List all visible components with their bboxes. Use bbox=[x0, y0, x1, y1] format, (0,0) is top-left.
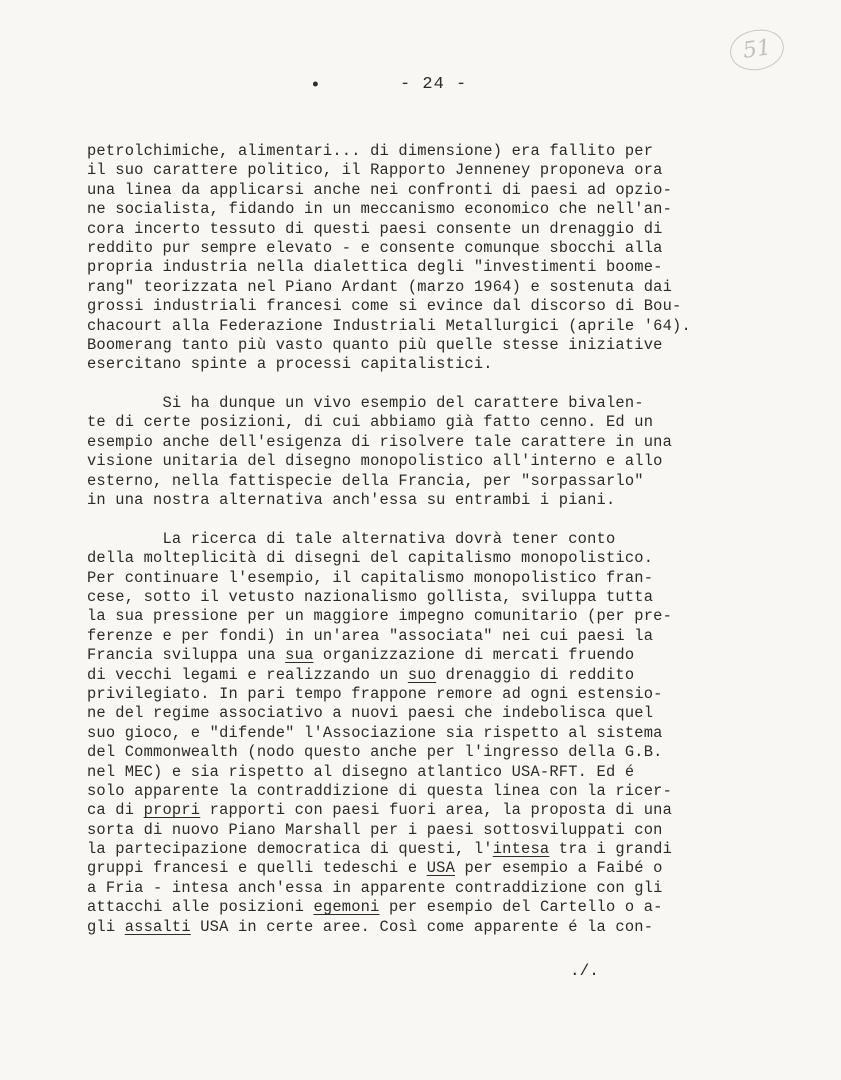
text-line: cese, sotto il vetusto nazionalismo gollista, sviluppa tutta bbox=[87, 587, 654, 606]
text-line: Francia sviluppa una sua organizzazione di mercati fruendo bbox=[87, 646, 635, 665]
text-line: gruppi francesi e quelli tedeschi e USA per esempio a Faibé o bbox=[87, 859, 663, 878]
text-line: gli assalti USA in certe aree. Così come apparente é la con- bbox=[87, 917, 654, 936]
text-line: ca di propri rapporti con paesi fuori area, la proposta di una bbox=[87, 801, 673, 820]
underlined-word: assalti bbox=[124, 917, 191, 936]
page-number: - 24 - bbox=[400, 75, 468, 94]
text-line: in una nostra alternativa anch'essa su entrambi i piani. bbox=[87, 491, 616, 510]
text-line: chacourt alla Federazione Industriali Metallurgici (aprile '64). bbox=[87, 316, 691, 335]
text-line: te di certe posizioni, di cui abbiamo già fatto cenno. Ed un bbox=[87, 413, 654, 432]
text-line: Per continuare l'esempio, il capitalismo monopolistico fran- bbox=[87, 568, 654, 587]
underlined-word: egemoni bbox=[313, 898, 380, 917]
text-line: del Commonwealth (nodo questo anche per l'ingresso della G.B. bbox=[87, 743, 663, 762]
text-line: suo gioco, e "difende" l'Associazione sia rispetto al sistema bbox=[87, 723, 663, 742]
text-line: ne socialista, fidando in un meccanismo economico che nell'an- bbox=[87, 200, 673, 219]
document-body bbox=[87, 142, 727, 937]
text-line: di vecchi legami e realizzando un suo drenaggio di reddito bbox=[87, 665, 635, 684]
text-line: esempio anche dell'esigenza di risolvere tale carattere in una bbox=[87, 432, 673, 451]
text-line: ne del regime associativo a nuovi paesi che indebolisca quel bbox=[87, 704, 654, 723]
text-line: esterno, nella fattispecie della Francia, per "sorpassarlo" bbox=[87, 471, 644, 490]
text-line: reddito pur sempre elevato - e consente comunque sbocchi alla bbox=[87, 238, 663, 257]
continuation-mark: ./. bbox=[570, 962, 599, 980]
text-line: esercitano spinte a processi capitalistici. bbox=[87, 355, 493, 374]
text-line: il suo carattere politico, il Rapporto Jenneney proponeva ora bbox=[87, 161, 663, 180]
underlined-word: intesa bbox=[492, 840, 550, 859]
text-line: Boomerang tanto più vasto quanto più quelle stesse iniziative bbox=[87, 335, 663, 354]
text-line: una linea da applicarsi anche nei confronti di paesi ad opzio- bbox=[87, 180, 673, 199]
underlined-word: sua bbox=[285, 646, 314, 665]
text-line: grossi industriali francesi come si evince dal discorso di Bou- bbox=[87, 297, 682, 316]
underlined-word: USA bbox=[426, 859, 456, 878]
text-line: attacchi alle posizioni egemoni per esempio del Cartello o a- bbox=[87, 898, 663, 917]
page-stamp: 51 bbox=[727, 26, 786, 73]
text-line: rang" teorizzata nel Piano Ardant (marzo 1964) e sostenuta dai bbox=[87, 277, 673, 296]
text-line: ferenze e per fondi) in un'area "associata" nei cui paesi la bbox=[87, 626, 654, 645]
text-line: visione unitaria del disegno monopolistico all'interno e allo bbox=[87, 452, 663, 471]
text-line: la partecipazione democratica di questi, l'intesa tra i grandi bbox=[87, 840, 673, 859]
text-line: sorta di nuovo Piano Marshall per i paesi sottosviluppati con bbox=[87, 820, 663, 839]
text-line: a Fria - intesa anch'essa in apparente contraddizione con gli bbox=[87, 878, 663, 897]
text-line: propria industria nella dialettica degli "investimenti boome- bbox=[87, 258, 663, 277]
text-line: Si ha dunque un vivo esempio del carattere bivalen- bbox=[87, 394, 644, 413]
text-line: privilegiato. In pari tempo frappone remore ad ogni estensio- bbox=[87, 684, 663, 703]
underlined-word: suo bbox=[407, 665, 437, 684]
text-line: della molteplicità di disegni del capitalismo monopolistico. bbox=[87, 549, 654, 568]
text-line: cora incerto tessuto di questi paesi consente un drenaggio di bbox=[87, 219, 663, 238]
text-line: La ricerca di tale alternativa dovrà tener conto bbox=[87, 529, 616, 548]
underlined-word: propri bbox=[143, 801, 201, 820]
text-line: la sua pressione per un maggiore impegno comunitario (per pre- bbox=[87, 607, 673, 626]
header-dot: • bbox=[310, 76, 321, 96]
text-line: nel MEC) e sia rispetto al disegno atlantico USA-RFT. Ed é bbox=[87, 762, 635, 781]
text-line: solo apparente la contraddizione di questa linea con la ricer- bbox=[87, 781, 673, 800]
text-line: petrolchimiche, alimentari... di dimensione) era fallito per bbox=[87, 142, 654, 160]
